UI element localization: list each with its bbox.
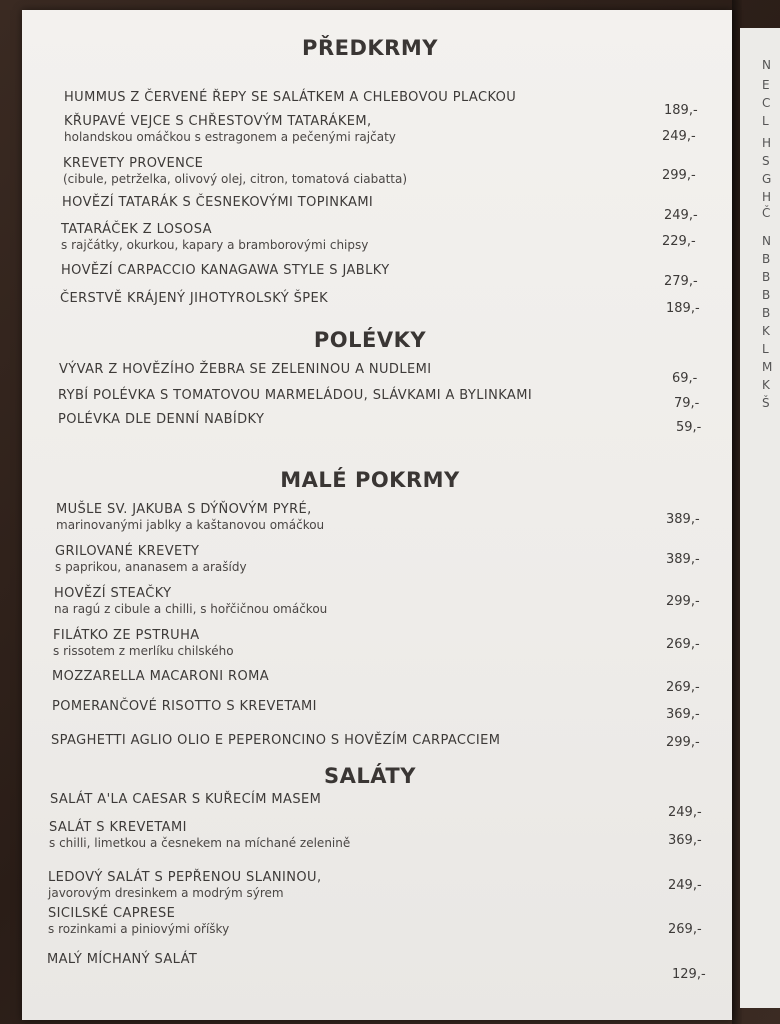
- next-page-letter: B: [762, 252, 771, 266]
- menu-item-name: KŘUPAVÉ VEJCE S CHŘESTOVÝM TATARÁKEM,: [64, 114, 372, 129]
- menu-item-name: FILÁTKO ZE PSTRUHA: [53, 628, 200, 643]
- menu-item-price: 249,-: [664, 208, 698, 223]
- menu-item-name: KREVETY PROVENCE: [63, 156, 204, 171]
- next-page-letter: B: [762, 288, 771, 302]
- menu-item-price: 299,-: [666, 594, 700, 609]
- next-page-letter: H: [762, 136, 772, 150]
- menu-item-name: RYBÍ POLÉVKA S TOMATOVOU MARMELÁDOU, SLÁVKAMI A BYLINKAMI: [58, 388, 533, 403]
- section-heading: PŘEDKRMY: [302, 36, 438, 60]
- menu-item-price: 369,-: [668, 833, 702, 848]
- section-heading: POLÉVKY: [313, 328, 427, 352]
- menu-item-price: 299,-: [662, 168, 696, 183]
- menu-item: [61, 222, 368, 252]
- menu-item-name: SALÁT A'LA CAESAR S KUŘECÍM MASEM: [50, 792, 322, 807]
- section-heading: SALÁTY: [324, 764, 416, 788]
- menu-item-price: 249,-: [668, 805, 702, 820]
- menu-item-name: HOVĚZÍ TATARÁK S ČESNEKOVÝMI TOPINKAMI: [62, 195, 374, 210]
- menu-item-price: 299,-: [666, 735, 700, 750]
- next-page-letter: C: [762, 96, 771, 110]
- menu-item-name: MOZZARELLA MACARONI ROMA: [52, 669, 269, 684]
- next-page-letter: K: [762, 324, 770, 338]
- menu-item: [49, 820, 350, 850]
- menu-item-description: s paprikou, ananasem a arašídy: [55, 560, 247, 574]
- menu-item: [52, 669, 269, 684]
- menu-item-description: (cibule, petrželka, olivový olej, citron, tomatová ciabatta): [63, 172, 408, 186]
- menu-item-price: 269,-: [668, 922, 702, 937]
- menu-item: [59, 362, 431, 377]
- menu-item-price: 269,-: [666, 637, 700, 652]
- menu-item: [64, 114, 396, 144]
- menu-item-name: POLÉVKA DLE DENNÍ NABÍDKY: [58, 412, 265, 427]
- menu-item-description: marinovanými jablky a kaštanovou omáčkou: [56, 518, 325, 532]
- menu-item: [48, 906, 229, 936]
- next-page-letter: N: [762, 234, 771, 248]
- menu-item-price: 189,-: [664, 103, 698, 118]
- menu-item: [56, 502, 324, 532]
- menu-item-price: 389,-: [666, 512, 700, 527]
- menu-item-price: 69,-: [672, 371, 698, 386]
- next-page-letter: L: [762, 342, 769, 356]
- menu-item: [60, 291, 328, 306]
- menu-item-name: HOVĚZÍ STEAČKY: [54, 586, 172, 601]
- menu-item: [55, 544, 247, 574]
- menu-item: [62, 195, 373, 210]
- menu-item-price: 59,-: [676, 420, 702, 435]
- menu-item: [52, 699, 317, 714]
- menu-item-description: s rissotem z merlíku chilského: [53, 644, 234, 658]
- next-page-letter: L: [762, 114, 769, 128]
- menu-item: [58, 388, 532, 403]
- menu-item-price: 79,-: [674, 396, 700, 411]
- menu-item-name: MUŠLE SV. JAKUBA S DÝŇOVÝM PYRÉ,: [56, 502, 312, 517]
- next-page-letter: E: [762, 78, 770, 92]
- menu-item: [51, 733, 500, 748]
- menu-item: [58, 412, 264, 427]
- menu-item-price: 189,-: [666, 301, 700, 316]
- menu-item: [53, 628, 234, 658]
- menu-item-description: s chilli, limetkou a česnekem na míchané zelenině: [49, 836, 351, 850]
- menu-item-description: holandskou omáčkou s estragonem a pečenými rajčaty: [64, 130, 396, 144]
- menu-item-name: SICILSKÉ CAPRESE: [48, 906, 176, 921]
- menu-item-name: TATARÁČEK Z LOSOSA: [61, 222, 212, 237]
- menu-item-description: s rozinkami a piniovými oříšky: [48, 922, 230, 936]
- next-page-letter: Č: [762, 206, 771, 220]
- menu-item-name: VÝVAR Z HOVĚZÍHO ŽEBRA SE ZELENINOU A NUDLEMI: [59, 362, 432, 377]
- menu-item-price: 229,-: [662, 234, 696, 249]
- next-page-letter: B: [762, 306, 771, 320]
- next-page-letter: G: [762, 172, 772, 186]
- menu-item: [61, 263, 390, 278]
- menu-item-price: 249,-: [662, 129, 696, 144]
- menu-item-name: SALÁT S KREVETAMI: [49, 820, 187, 835]
- next-page-letter: K: [762, 378, 770, 392]
- menu-item-price: 269,-: [666, 680, 700, 695]
- menu-item-name: SPAGHETTI AGLIO OLIO E PEPERONCINO S HOVĚZÍM CARPACCIEM: [51, 733, 501, 748]
- menu-item-price: 389,-: [666, 552, 700, 567]
- menu-item: [47, 952, 197, 967]
- menu-item-description: s rajčátky, okurkou, kapary a bramborovými chipsy: [61, 238, 369, 252]
- menu-item-name: HUMMUS Z ČERVENÉ ŘEPY SE SALÁTKEM A CHLEBOVOU PLACKOU: [64, 90, 517, 105]
- menu-item: [48, 870, 322, 900]
- next-page-letter: N: [762, 58, 771, 72]
- menu-item-price: 369,-: [666, 707, 700, 722]
- next-page-letter: Š: [762, 396, 770, 410]
- menu-item-name: HOVĚZÍ CARPACCIO KANAGAWA STYLE S JABLKY: [61, 263, 390, 278]
- menu-item: [63, 156, 407, 186]
- next-page-letter: H: [762, 190, 772, 204]
- menu-item-description: na ragú z cibule a chilli, s hořčičnou omáčkou: [54, 602, 328, 616]
- next-page-letter: B: [762, 270, 771, 284]
- menu-item-price: 249,-: [668, 878, 702, 893]
- menu-item: [64, 90, 516, 105]
- menu-item: [50, 792, 321, 807]
- section-heading: MALÉ POKRMY: [280, 468, 460, 492]
- next-menu-page: [740, 28, 780, 1008]
- menu-item-price: 129,-: [672, 967, 706, 982]
- menu-item-name: ČERSTVĚ KRÁJENÝ JIHOTYROLSKÝ ŠPEK: [60, 291, 329, 306]
- menu-item-name: MALÝ MÍCHANÝ SALÁT: [47, 952, 198, 967]
- next-page-letter: M: [762, 360, 773, 374]
- menu-item-name: LEDOVÝ SALÁT S PEPŘENOU SLANINOU,: [48, 870, 322, 885]
- next-page-letter: S: [762, 154, 770, 168]
- menu-item-description: javorovým dresinkem a modrým sýrem: [48, 886, 284, 900]
- menu-item-name: POMERANČOVÉ RISOTTO S KREVETAMI: [52, 699, 317, 714]
- menu-item-name: GRILOVANÉ KREVETY: [55, 544, 200, 559]
- menu-item: [54, 586, 327, 616]
- menu-item-price: 279,-: [664, 274, 698, 289]
